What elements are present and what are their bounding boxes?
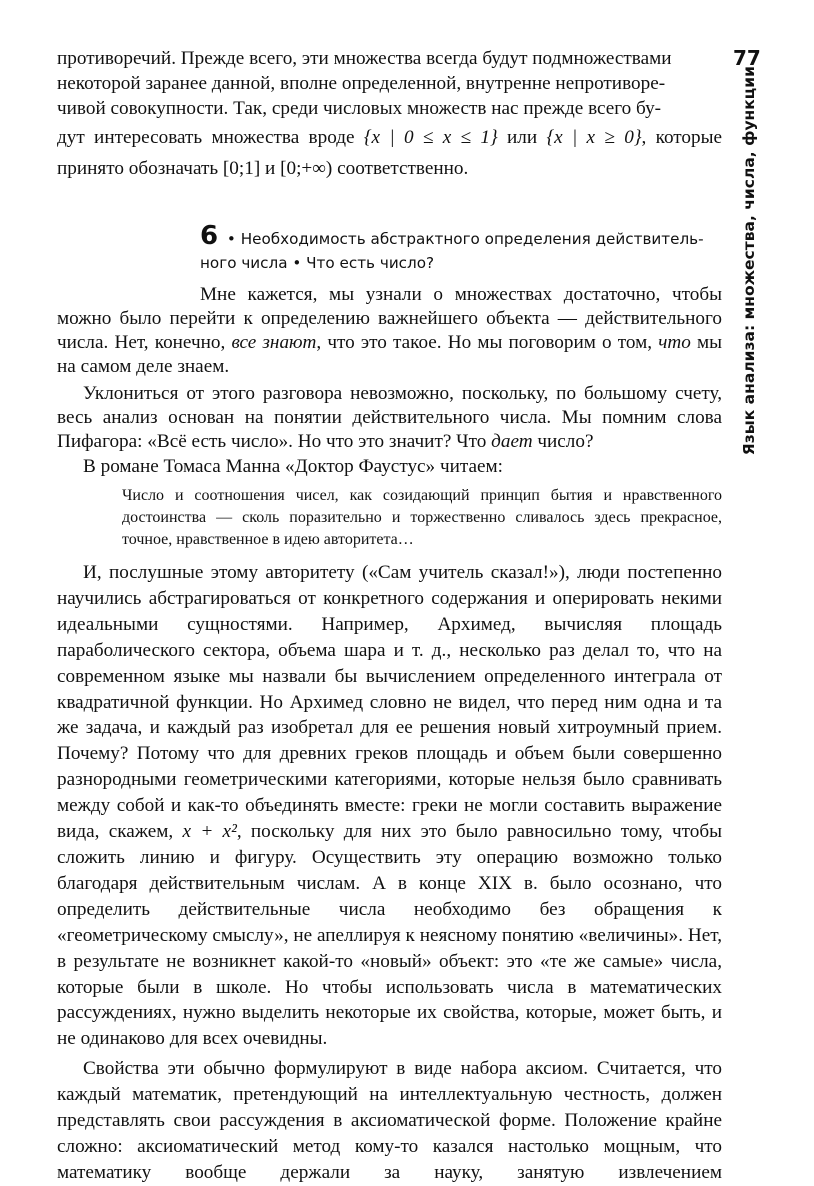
- running-title: Язык анализа: множества, числа, функции: [740, 66, 758, 456]
- paragraph-2-part-1: Уклониться от этого разговора невозможно, поскольку, по большому счету, весь анализ основан на понятии действительного числа. Мы помним слова Пифагора: «Всё есть число». Но что это значит? Что: [57, 383, 722, 452]
- main-text-bottom: [57, 560, 722, 1186]
- paragraph-4: [57, 560, 722, 1052]
- paragraph-5: Свойства эти обычно формулируют в виде набора аксиом. Считается, что каждый математик, претендующий на интеллектуальную честность, должен представлять свои рассуждения в аксиоматической форме. Положение крайне сложно: аксиоматический метод кому-то казался настолько мощным, что математику вообще держали за науку, занятую извлечением: [57, 1058, 722, 1183]
- paragraph-1-italic-1: все знают: [231, 332, 317, 353]
- paragraph-1-italic-2: что: [658, 332, 691, 353]
- intro-line-5: [57, 156, 722, 181]
- main-text-top: [57, 283, 722, 479]
- set-notation-2: {x | x ≥ 0}: [546, 127, 642, 148]
- formula-x-plus-x-squared: x + x²: [182, 821, 237, 843]
- paragraph-1-part-2: , что это такое. Но мы поговорим о том,: [316, 332, 653, 353]
- page-number: 77: [733, 46, 761, 70]
- paragraph-4-part-2: , поскольку для них это было равносильно тому, чтобы сложить линию и фигуру. Осуществить эту операцию возможно только благодаря действительным числам. А в конце XIX в. было осознано, что определить действительные числа необходимо без обращения к «геометрическому смыслу», не апеллируя к неясному понятию «величины». Нет, в результате не возникнет какой-то «новый» объект: это «те же самые» числа, которые были в школе. Но чтобы использовать числа в математических рассуждениях, нужно выделить некоторые их свойства, которые, может быть, и не одинаково для всех очевидны.: [57, 821, 723, 1050]
- section-title: • Необходимость абстрактного определения действитель- ного числа • Что есть число?: [200, 230, 704, 272]
- epigraph-quote: [122, 485, 722, 551]
- intro-line-5-mid: и: [265, 158, 276, 179]
- paragraph-2-italic-1: дает: [491, 431, 533, 452]
- section-number: 6: [200, 221, 219, 251]
- intro-line-3: чивой совокупности. Так, среди числовых множеств нас прежде всего бу-: [57, 98, 662, 119]
- quote-text: Число и соотношения чисел, как созидающий принцип бытия и нравственного достоинства — сколь поразительно и торжественно сливалось здесь прекрасное, точное, нравственное в идею авторитета…: [122, 487, 722, 548]
- paragraph-2: [57, 382, 722, 454]
- paragraph-3: В романе Томаса Манна «Доктор Фаустус» читаем:: [83, 456, 503, 477]
- intro-line-5-end: соответственно.: [337, 158, 469, 179]
- paragraph-1: [57, 283, 722, 379]
- section-heading: [200, 221, 722, 275]
- set-notation-1: {x | 0 ≤ x ≤ 1}: [363, 127, 498, 148]
- intro-line-4: [57, 125, 722, 150]
- intro-line-4-mid: или: [506, 127, 538, 148]
- paragraph-1-part-3: мы на самом деле знаем.: [57, 332, 723, 377]
- intro-line-1: противоречий. Прежде всего, эти множества всегда будут подмножествами: [57, 48, 672, 69]
- intro-line-4-start: дут интересовать множества вроде: [57, 127, 355, 148]
- paragraph-1-part-1: Мне кажется, мы узнали о множествах достаточно, чтобы можно было перейти к определению важнейшего объекта — действительного числа. Нет, конечно,: [57, 284, 722, 353]
- interval-2: [0;+∞): [280, 158, 333, 179]
- intro-line-5-start: принято обозначать: [57, 158, 219, 179]
- paragraph-4-part-1: И, послушные этому авторитету («Сам учитель сказал!»), люди постепенно научились абстрагироваться от конкретного содержания и оперировать некими идеальными сущностями. Например, Архимед, вычисляя площадь параболического сектора, объема шара и т. д., несколько раз делал то, что на современном языке мы назвали бы вычислением определенного интеграла от квадратичной функции. Но Архимед словно не видел, что перед ним одна и та же задача, и каждый раз изобретал для ее решения новый хитроумный прием. Почему? Потому что для древних греков площадь и объем были совершенно разнородными геометрическими категориями, которые нельзя было сравнивать между собой и как-то объединять вместе: греки не могли составить выражение вида, скажем,: [57, 562, 722, 843]
- intro-line-4-end: , которые: [641, 127, 723, 148]
- intro-line-2: некоторой заранее данной, вполне определенной, внутренне непротиворе-: [57, 73, 666, 94]
- intro-paragraph: [57, 46, 722, 181]
- paragraph-2-part-2: число?: [537, 431, 594, 452]
- interval-1: [0;1]: [222, 158, 261, 179]
